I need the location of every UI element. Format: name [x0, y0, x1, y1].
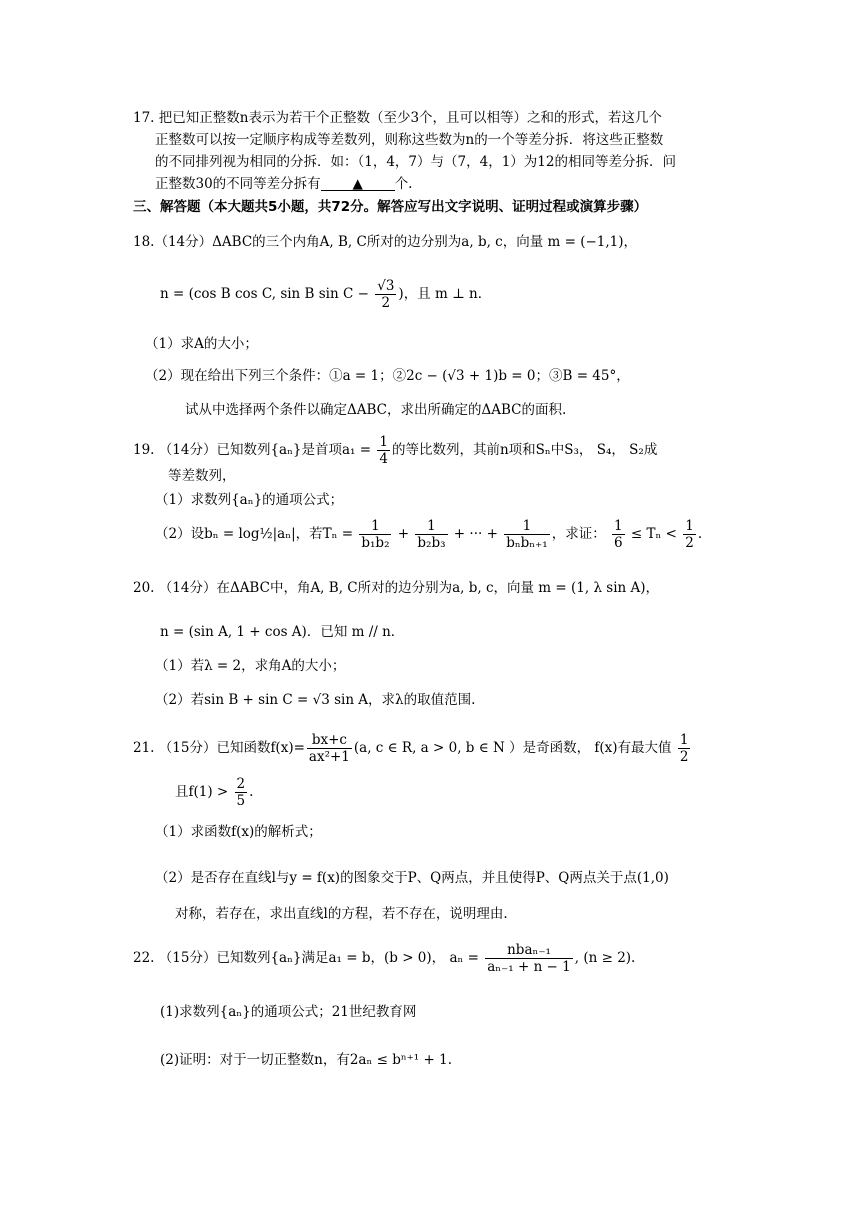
q19-t2-fraction: [415, 518, 447, 551]
q22-line1-pre: 22. （15分）已知数列{aₙ}满足a₁ = b，(b > 0)， aₙ =: [133, 950, 479, 966]
q19-ineq-left-den: 6: [614, 535, 623, 551]
q21-num: bx+c: [311, 732, 347, 748]
q18-line2-post: )，且 m ⊥ n．: [398, 286, 492, 302]
q19-part1: （1）求数列{aₙ}的通项公式；: [155, 492, 344, 508]
q18-fraction: [375, 278, 396, 311]
q22-line1: [133, 940, 860, 976]
q19-t2-den: b₂b₃: [417, 535, 446, 551]
q19-first-term-fraction: [377, 434, 390, 467]
q19-ineq-left-num: 1: [614, 518, 623, 534]
q18-line2-pre: n = (cos B cos C, sin B sin C −: [160, 286, 369, 302]
q19-t1-fraction: [359, 518, 391, 551]
q19-part2: [155, 516, 860, 552]
answer-blank: [321, 174, 395, 191]
q21-f1-fraction: [235, 776, 248, 809]
q18-part1: （1）求A的大小；: [145, 336, 258, 352]
q21-line1-pre: 21. （15分）已知函数f(x)=: [133, 740, 305, 756]
q22-part1: (1)求数列{aₙ}的通项公式；21世纪教育网: [160, 1004, 417, 1020]
q21-line1: [133, 730, 860, 766]
q22-part2: (2)证明：对于一切正整数n，有2aₙ ≤ bⁿ⁺¹ + 1.: [160, 1052, 452, 1068]
q18-frac-num: √3: [377, 278, 395, 294]
q20-part1: （1）若λ = 2，求角A的大小；: [155, 658, 346, 674]
q21-part2b: 对称，若存在，求出直线l的方程，若不存在，说明理由.: [175, 906, 508, 922]
q22-recurrence-fraction: [485, 942, 573, 975]
q21-function-fraction: [307, 732, 352, 765]
q19-line1-pre: 19. （14分）已知数列{aₙ}是首项a₁ =: [133, 442, 372, 458]
q21-part1: （1）求函数f(x)的解析式；: [155, 824, 322, 840]
q20-line1: 20. （14分）在ΔABC中，角A, B, C所对的边分别为a, b, c，向量 m = (1, λ sin A)，: [133, 580, 660, 596]
q22-den: aₙ₋₁ + n − 1: [487, 959, 571, 975]
q19-t1-num: 1: [371, 518, 380, 534]
q22-num: nbaₙ₋₁: [507, 942, 551, 958]
q19-line1b: 等差数列，: [168, 468, 236, 484]
q19-part2-pre: （2）设bₙ = log½|aₙ|，若Tₙ =: [155, 526, 354, 542]
q17-line2: 正整数可以按一定顺序构成等差数列，则称这些数为n的一个等差分拆．将这些正整数: [155, 132, 664, 148]
q19-line1: [133, 432, 860, 468]
q18-part2: （2）现在给出下列三个条件：①a = 1；②2c − (√3 + 1)b = 0；③B = 45°，: [145, 368, 630, 384]
q20-line2: n = (sin A, 1 + cos A)．已知 m // n．: [160, 624, 405, 640]
q21-f1-num: 2: [236, 776, 246, 792]
q21-max-fraction: [678, 732, 691, 765]
q22-line1-post: , (n ≥ 2).: [574, 950, 636, 966]
q19-end: .: [697, 526, 703, 542]
q18-line1: 18.（14分）ΔABC的三个内角A, B, C所对的边分别为a, b, c，向量 m = (−1,1)，: [133, 234, 638, 250]
q19-line1-post: 的等比数列，其前n项和Sₙ中S₃， S₄， S₂成: [391, 442, 658, 458]
q21-max-num: 1: [679, 732, 689, 748]
q18-part2b: 试从中选择两个条件以确定ΔABC，求出所确定的ΔABC的面积.: [185, 402, 567, 418]
q19-ineq-mid: ≤ Tₙ <: [630, 526, 677, 542]
q19-ineq-right: [683, 518, 696, 551]
q19-ineq-right-num: 1: [685, 518, 694, 534]
q19-tn-fraction: [504, 518, 550, 551]
q21-line2-post: .: [249, 784, 254, 800]
q18-line2: [160, 276, 860, 312]
q21-line1-mid: (a, c ∈ R, a > 0, b ∈ N ）是奇函数， f(x)有最大值: [353, 740, 672, 756]
q21-line2: [175, 774, 860, 810]
answer-blank-mark: ▲: [352, 176, 363, 192]
q19-ineq-right-den: 2: [685, 535, 694, 551]
q17-line1: 17. 把已知正整数n表示为若干个正整数（至少3个，且可以相等）之和的形式，若这几个: [133, 110, 663, 126]
q19-tn-den: bₙbₙ₊₁: [506, 535, 548, 551]
q19-t2-num: 1: [427, 518, 436, 534]
q19-frac-num: 1: [379, 434, 388, 450]
q17-line4-post: 个.: [394, 176, 413, 192]
q21-f1-den: 5: [236, 793, 246, 809]
q19-t1-den: b₁b₂: [361, 535, 390, 551]
q21-max-den: 2: [679, 749, 689, 765]
q21-part2: （2）是否存在直线l与y = f(x)的图象交于P、Q两点，并且使得P、Q两点关于点(1,0): [155, 870, 669, 886]
q17-line4: [155, 174, 860, 194]
q21-line2-pre: 且f(1) >: [175, 784, 229, 800]
q19-frac-den: 4: [379, 451, 388, 467]
q17-line3: 的不同排列视为相同的分拆．如：（1，4，7）与（7，4，1）为12的相同等差分拆．问: [155, 154, 676, 170]
q18-frac-den: 2: [375, 294, 396, 311]
section-heading: 三、解答题（本大题共5小题，共72分。解答应写出文字说明、证明过程或演算步骤）: [133, 199, 648, 215]
q19-part2-mid: ，求证：: [551, 526, 606, 542]
q17-line4-pre: 正整数30的不同等差分拆有: [155, 176, 321, 192]
q19-plus: +: [397, 526, 410, 542]
q21-den: ax²+1: [308, 749, 350, 765]
q19-dots: + ··· +: [453, 526, 498, 542]
q19-tn-num: 1: [522, 518, 532, 534]
q19-ineq-left: [612, 518, 625, 551]
q20-part2: （2）若sin B + sin C = √3 sin A，求λ的取值范围.: [155, 692, 476, 708]
